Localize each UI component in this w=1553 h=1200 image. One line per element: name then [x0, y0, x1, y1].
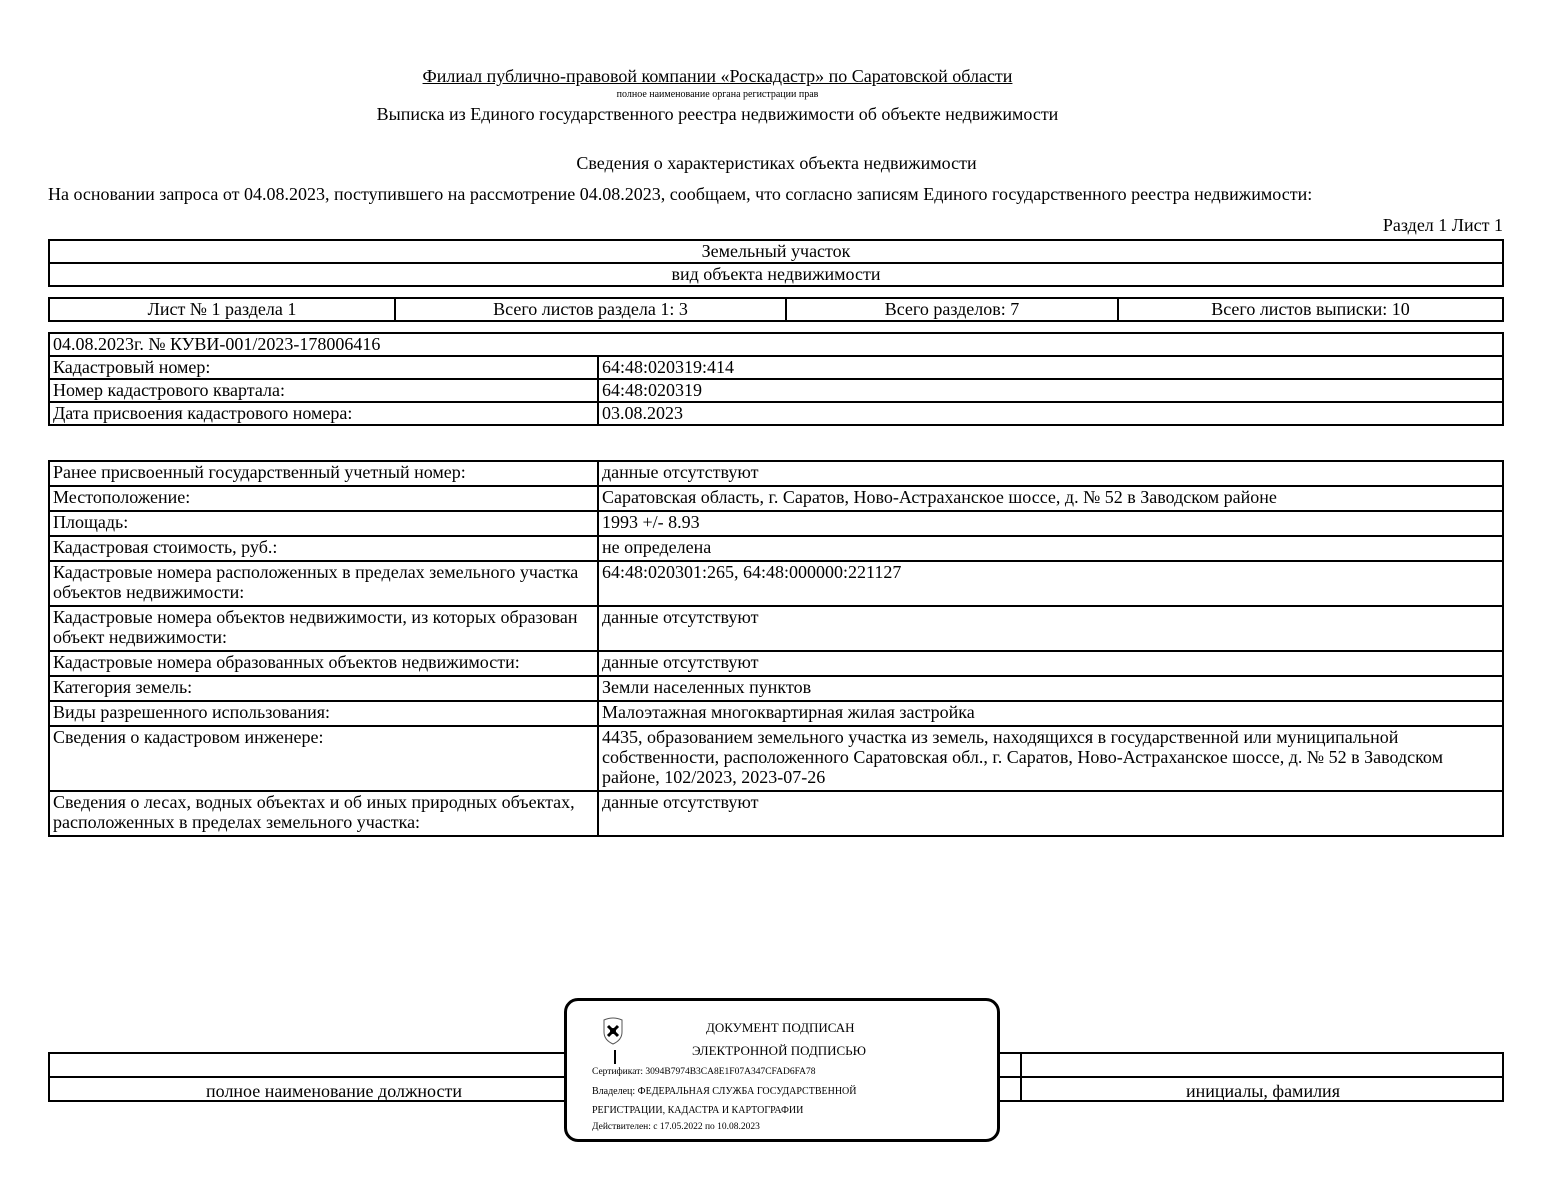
table-row [49, 606, 1503, 651]
object-type-value: Земельный участок [49, 240, 1503, 263]
row-value: 1993 +/- 8.93 [598, 511, 1503, 536]
table-row [49, 561, 1503, 606]
row-value: Малоэтажная многоквартирная жилая застройка [598, 701, 1503, 726]
row-label: Кадастровые номера образованных объектов недвижимости: [49, 651, 598, 676]
row-value: данные отсутствуют [598, 651, 1503, 676]
table-row [49, 536, 1503, 561]
section-title: Сведения о характеристиках объекта недвижимости [576, 153, 977, 173]
stamp-validity: Действителен: с 17.05.2022 по 10.08.2023 [592, 1122, 760, 1132]
total-sections: Всего разделов: 7 [786, 298, 1118, 321]
row-label: Сведения о кадастровом инженере: [49, 726, 598, 791]
row-label: Кадастровый номер: [49, 356, 598, 379]
stamp-certificate: Сертификат: 3094B7974B3CA8E1F07A347CFAD6FA78 [592, 1067, 816, 1077]
row-value: не определена [598, 536, 1503, 561]
stamp-title-line2: ЭЛЕКТРОННОЙ ПОДПИСЬЮ [692, 1043, 866, 1058]
row-label: Категория земель: [49, 676, 598, 701]
row-label: Сведения о лесах, водных объектах и об иных природных объектах, расположенных в пределах земельного участка: [49, 791, 598, 836]
row-value: 4435, образованием земельного участка из земель, находящихся в государственной или муниципальной собственности, расположенного Саратовская обл., г. Саратов, Ново-Астраханское шоссе, д. № 52 в Заводском районе, 102/2023, 2023-07-26 [598, 726, 1503, 791]
row-value: 64:48:020319 [598, 379, 1503, 402]
record-table [48, 332, 1504, 426]
table-row [49, 511, 1503, 536]
table-row [49, 651, 1503, 676]
table-row [49, 486, 1503, 511]
object-type-table [48, 239, 1504, 287]
coat-of-arms-icon [598, 1016, 628, 1046]
sheet-number: Лист № 1 раздела 1 [49, 298, 395, 321]
row-label: Кадастровые номера расположенных в пределах земельного участка объектов недвижимости: [49, 561, 598, 606]
organization-caption: полное наименование органа регистрации прав [616, 89, 819, 100]
table-row [49, 676, 1503, 701]
row-value: данные отсутствуют [598, 606, 1503, 651]
stamp-tick [614, 1050, 616, 1064]
row-label: Номер кадастрового квартала: [49, 379, 598, 402]
details-table [48, 460, 1504, 837]
position-caption: полное наименование должности [206, 1081, 462, 1101]
table-row [49, 726, 1503, 791]
table-row [49, 791, 1503, 836]
row-label: Местоположение: [49, 486, 598, 511]
sheet-reference: Раздел 1 Лист 1 [1382, 215, 1503, 235]
object-type-caption: вид объекта недвижимости [49, 263, 1503, 286]
organization-name: Филиал публично-правовой компании «Роскадастр» по Саратовской области [422, 66, 1013, 86]
row-label: Площадь: [49, 511, 598, 536]
record-number: 04.08.2023г. № КУВИ-001/2023-178006416 [49, 333, 1503, 356]
row-value: 03.08.2023 [598, 402, 1503, 425]
stamp-owner-line2: РЕГИСТРАЦИИ, КАДАСТРА И КАРТОГРАФИИ [592, 1105, 804, 1116]
row-label: Кадастровая стоимость, руб.: [49, 536, 598, 561]
total-extract-sheets: Всего листов выписки: 10 [1118, 298, 1503, 321]
stamp-title-line1: ДОКУМЕНТ ПОДПИСАН [706, 1020, 855, 1035]
intro-text: На основании запроса от 04.08.2023, поступившего на рассмотрение 04.08.2023, сообщаем, что согласно записям Единого государственного реестра недвижимости: [48, 184, 1313, 204]
row-value: Земли населенных пунктов [598, 676, 1503, 701]
row-value: данные отсутствуют [598, 791, 1503, 836]
table-row [49, 701, 1503, 726]
row-label: Ранее присвоенный государственный учетный номер: [49, 461, 598, 486]
stamp-owner-line1: Владелец: ФЕДЕРАЛЬНАЯ СЛУЖБА ГОСУДАРСТВЕННОЙ [592, 1086, 857, 1097]
row-value: 64:48:020319:414 [598, 356, 1503, 379]
row-label: Дата присвоения кадастрового номера: [49, 402, 598, 425]
document-title: Выписка из Единого государственного реестра недвижимости об объекте недвижимости [376, 104, 1059, 124]
row-label: Виды разрешенного использования: [49, 701, 598, 726]
total-section-sheets: Всего листов раздела 1: 3 [395, 298, 786, 321]
table-row [49, 402, 1503, 425]
table-row [49, 356, 1503, 379]
table-row [49, 461, 1503, 486]
row-label: Кадастровые номера объектов недвижимости, из которых образован объект недвижимости: [49, 606, 598, 651]
row-value: Саратовская область, г. Саратов, Ново-Астраханское шоссе, д. № 52 в Заводском районе [598, 486, 1503, 511]
sheets-info-table [48, 297, 1504, 322]
name-caption: инициалы, фамилия [1186, 1081, 1340, 1101]
row-value: 64:48:020301:265, 64:48:000000:221127 [598, 561, 1503, 606]
row-value: данные отсутствуют [598, 461, 1503, 486]
table-row [49, 379, 1503, 402]
